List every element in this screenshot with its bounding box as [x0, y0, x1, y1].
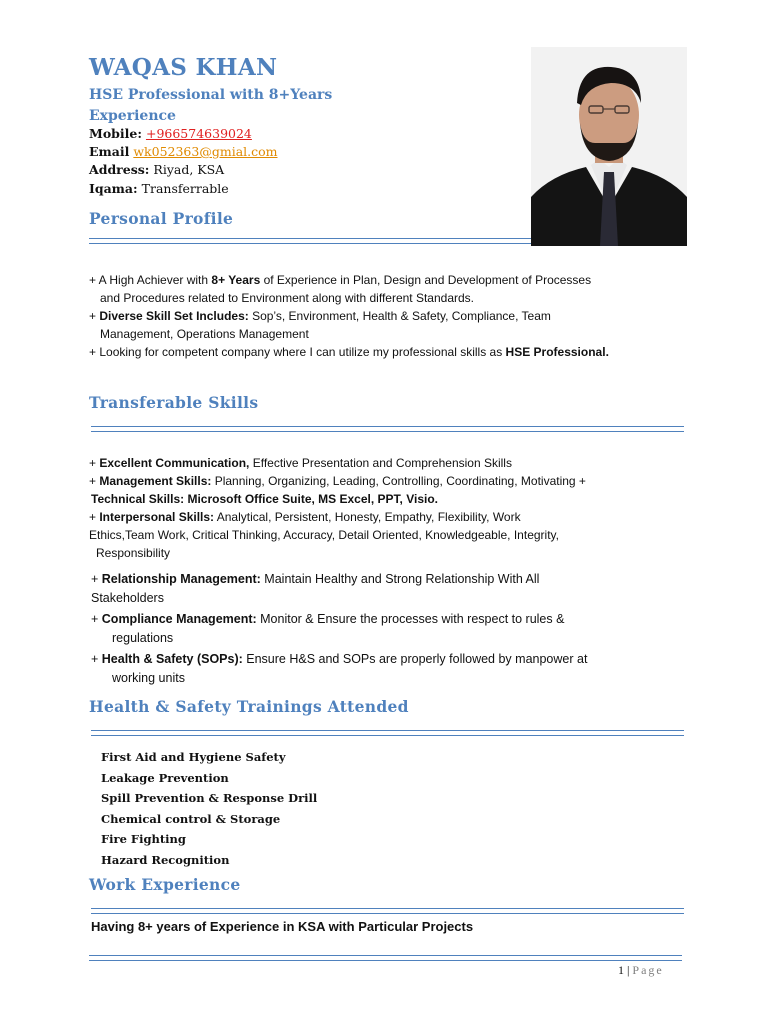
section-heading-experience: Work Experience	[89, 875, 241, 894]
profile-line	[89, 307, 689, 325]
section-heading-skills: Transferable Skills	[89, 393, 259, 412]
text-run-bold: HSE Professional.	[505, 345, 609, 359]
profile-line: Management, Operations Management	[100, 327, 309, 341]
skill-line: Stakeholders	[91, 591, 164, 605]
text-run-bold: Health & Safety (SOPs):	[101, 652, 243, 666]
text-run: Planning, Organizing, Leading, Controlling, Coordinating, Motivating +	[211, 474, 586, 488]
section-divider	[91, 426, 684, 432]
skill-line: Responsibility	[96, 546, 171, 560]
text-run: of Experience in Plan, Design and Development of Processes	[260, 273, 592, 287]
training-item: Chemical control & Storage	[101, 811, 281, 826]
text-run-bold: 8+ Years	[211, 273, 261, 287]
skill-relationship	[91, 570, 692, 608]
training-item: Spill Prevention & Response Drill	[101, 791, 318, 806]
text-run: +	[91, 652, 102, 666]
mobile-label: Mobile:	[89, 126, 142, 141]
text-run: Analytical, Persistent, Honesty, Empathy, Flexibility, Work	[214, 510, 521, 524]
profile-line: and Procedures related to Environment along with different Standards.	[100, 291, 475, 305]
text-run: + A High Achiever with	[89, 273, 212, 287]
training-item: Hazard Recognition	[101, 852, 230, 867]
email-line	[89, 143, 278, 161]
text-run: Sop’s, Environment, Health & Safety, Compliance, Team	[248, 309, 551, 323]
mobile-line	[89, 125, 252, 143]
candidate-title: HSE Professional with 8+Years Experience	[89, 87, 333, 124]
text-run: Ensure H&S and SOPs are properly followed by manpower at	[242, 652, 588, 666]
skill-line	[89, 454, 689, 472]
text-run: +	[91, 612, 102, 626]
skills-text	[89, 454, 689, 562]
page-footer	[618, 963, 664, 978]
address-value: Riyad, KSA	[153, 162, 225, 177]
text-run: +	[91, 572, 102, 586]
skill-line	[89, 490, 689, 508]
skill-line	[91, 570, 692, 589]
iqama-value: Transferrable	[141, 181, 229, 196]
skill-line: regulations	[112, 631, 174, 645]
text-run: Maintain Healthy and Strong Relationship With All	[260, 572, 540, 586]
skill-line	[91, 610, 692, 629]
skill-line	[89, 472, 689, 490]
training-item: First Aid and Hygiene Safety	[101, 750, 286, 764]
text-run-bold: Diverse Skill Set Includes:	[99, 309, 249, 323]
section-divider	[89, 955, 682, 961]
text-run-bold: Excellent Communication,	[99, 456, 250, 470]
text-run-bold: Relationship Management:	[101, 572, 261, 586]
skill-compliance	[91, 610, 692, 648]
address-label: Address:	[89, 162, 150, 177]
section-divider	[91, 730, 684, 736]
iqama-label: Iqama:	[89, 181, 138, 196]
mobile-link[interactable]: +966574639024	[145, 126, 252, 141]
text-run: + Looking for competent company where I can utilize my professional skills as	[89, 345, 506, 359]
text-run-bold: Compliance Management:	[101, 612, 257, 626]
text-run: +	[89, 510, 100, 524]
section-divider	[89, 238, 531, 244]
training-list	[101, 747, 317, 871]
text-run-bold: Management Skills:	[99, 474, 212, 488]
profile-line	[89, 343, 689, 361]
profile-line	[89, 271, 689, 289]
text-run: Effective Presentation and Comprehension Skills	[249, 456, 512, 470]
section-heading-trainings: Health & Safety Trainings Attended	[89, 697, 409, 716]
skill-health-safety	[91, 650, 692, 688]
email-link[interactable]: wk052363@gmial.com	[133, 144, 278, 159]
section-heading-profile: Personal Profile	[89, 209, 234, 228]
profile-photo	[531, 47, 687, 246]
experience-summary: Having 8+ years of Experience in KSA with Particular Projects	[91, 919, 474, 934]
skill-line: working units	[112, 671, 185, 685]
section-divider	[91, 908, 684, 914]
page-separator: |	[627, 963, 630, 977]
address-line	[89, 161, 224, 179]
text-run-bold: Interpersonal Skills:	[99, 510, 215, 524]
text-run: +	[89, 309, 100, 323]
page-number: 1	[618, 963, 624, 977]
training-item: Fire Fighting	[101, 832, 186, 847]
iqama-line	[89, 180, 229, 198]
text-run: Monitor & Ensure the processes with respect to rules &	[256, 612, 565, 626]
skill-line	[89, 508, 689, 526]
text-run-bold: Technical Skills: Microsoft Office Suite, MS Excel, PPT, Visio.	[91, 492, 438, 506]
skill-line: Ethics,Team Work, Critical Thinking, Accuracy, Detail Oriented, Knowledgeable, Integrity,	[89, 528, 559, 542]
page-label: Page	[632, 963, 664, 977]
candidate-name: WAQAS KHAN	[89, 54, 278, 81]
text-run: +	[89, 456, 100, 470]
email-label: Email	[89, 144, 130, 159]
text-run: +	[89, 474, 100, 488]
portrait-image	[531, 47, 687, 246]
skill-line	[91, 650, 692, 669]
profile-text	[89, 271, 689, 361]
training-item: Leakage Prevention	[101, 770, 229, 785]
